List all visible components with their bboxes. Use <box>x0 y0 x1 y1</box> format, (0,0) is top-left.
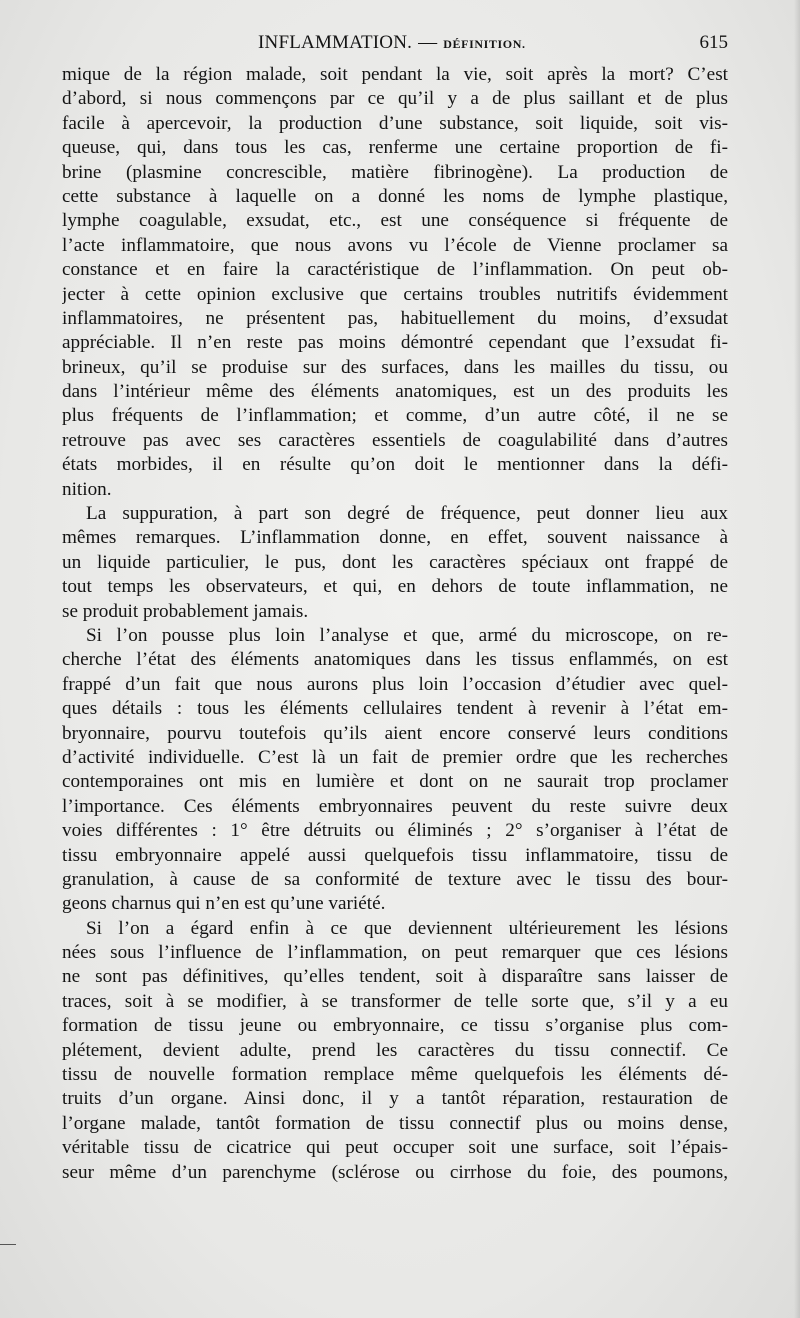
text-line: constance et en faire la caractéristique de l’inflammation. On peut ob- <box>62 259 728 281</box>
text-line: lymphe coagulable, exsudat, etc., est une conséquence si fréquente de <box>62 210 728 232</box>
text-line: Si l’on pousse plus loin l’analyse et que, armé du microscope, on re- <box>86 624 728 646</box>
text-line: d’abord, si nous commençons par ce qu’il y a de plus saillant et de plus <box>62 88 728 110</box>
text-line: retrouve pas avec ses caractères essentiels de coagulabilité dans d’autres <box>62 429 728 451</box>
text-line: brineux, qu’il se produise sur des surfaces, dans les mailles du tissu, ou <box>62 356 728 378</box>
text-line: queuse, qui, dans tous les cas, renferme une certaine proportion de fi- <box>62 137 728 159</box>
text-line: voies différentes : 1° être détruits ou éliminés ; 2° s’organiser à l’état de <box>62 820 728 842</box>
text-line: un liquide particulier, le pus, dont les caractères spéciaux ont frappé de <box>62 551 728 573</box>
header-subtitle: DÉFINITION. <box>443 37 526 51</box>
text-line: facile à apercevoir, la production d’une substance, soit liquide, soit vis- <box>62 112 728 134</box>
text-line: véritable tissu de cicatrice qui peut occuper soit une surface, soit l’épais- <box>62 1137 728 1159</box>
text-line: bryonnaire, pourvu toutefois qu’ils aient encore conservé leurs conditions <box>62 722 728 744</box>
text-line: contemporaines ont mis en lumière et dont on ne saurait trop proclamer <box>62 771 728 793</box>
text-line: tissu de nouvelle formation remplace même quelquefois les éléments dé- <box>62 1064 728 1086</box>
running-title <box>258 32 526 54</box>
text-line: mêmes remarques. L’inflammation donne, en effet, souvent naissance à <box>62 527 728 549</box>
paragraph <box>62 917 728 1185</box>
text-line: jecter à cette opinion exclusive que certains troubles nutritifs évidemment <box>62 283 728 305</box>
page-edge-shadow <box>794 0 800 1318</box>
text-line: états morbides, il en résulte qu’on doit le mentionner dans la défi- <box>62 454 728 476</box>
text-line: brine (plasmine concrescible, matière fibrinogène). La production de <box>62 161 728 183</box>
text-line: nées sous l’influence de l’inflammation, on peut remarquer que ces lésions <box>62 942 728 964</box>
body-text <box>62 63 728 1185</box>
text-line: dans l’intérieur même des éléments anatomiques, est un des produits les <box>62 381 728 403</box>
text-line: cherche l’état des éléments anatomiques dans les tissus enflammés, on est <box>62 649 728 671</box>
text-line: plétement, devient adulte, prend les caractères du tissu connectif. Ce <box>62 1039 728 1061</box>
text-line: l’acte inflammatoire, que nous avons vu l’école de Vienne proclamer sa <box>62 234 728 256</box>
text-line: appréciable. Il n’en reste pas moins démontré cependant que l’exsudat fi- <box>62 332 728 354</box>
header-title: INFLAMMATION. <box>258 32 413 53</box>
text-line: ques détails : tous les éléments cellulaires tendent à revenir à l’état em- <box>62 698 728 720</box>
text-line: traces, soit à se modifier, à se transformer de telle sorte que, s’il y a eu <box>62 990 728 1012</box>
text-line: tissu embryonnaire appelé aussi quelquefois tissu inflammatoire, tissu de <box>62 844 728 866</box>
text-line: Si l’on a égard enfin à ce que deviennent ultérieurement les lésions <box>86 917 728 939</box>
text-line: tout temps les observateurs, et qui, en dehors de toute inflammation, ne <box>62 576 728 598</box>
text-line: seur même d’un parenchyme (sclérose ou cirrhose du foie, des poumons, <box>62 1161 728 1183</box>
text-line: frappé d’un fait que nous aurons plus loin l’occasion d’étudier avec quel- <box>62 673 728 695</box>
text-line: cette substance à laquelle on a donné les noms de lymphe plastique, <box>62 185 728 207</box>
paragraph <box>62 624 728 917</box>
text-line: se produit probablement jamais. <box>62 600 309 622</box>
text-line: plus fréquents de l’inflammation; et comme, d’un autre côté, il ne se <box>62 405 728 427</box>
running-header <box>62 32 728 56</box>
header-separator: — <box>418 32 438 53</box>
text-line: ne sont pas définitives, qu’elles tendent, soit à disparaître sans laisser de <box>62 966 728 988</box>
page-number: 615 <box>699 32 728 53</box>
text-line: inflammatoires, ne présentent pas, habituellement du moins, d’exsudat <box>62 307 728 329</box>
paragraph <box>62 502 728 624</box>
text-line: formation de tissu jeune ou embryonnaire, ce tissu s’organise plus com- <box>62 1015 728 1037</box>
margin-rule-mark <box>0 1244 16 1245</box>
text-line: granulation, à cause de sa conformité de texture avec le tissu des bour- <box>62 868 728 890</box>
text-line: nition. <box>62 478 112 500</box>
text-line: l’importance. Ces éléments embryonnaires peuvent du reste suivre deux <box>62 795 728 817</box>
text-line: truits d’un organe. Ainsi donc, il y a tantôt réparation, restauration de <box>62 1088 728 1110</box>
text-line: mique de la région malade, soit pendant la vie, soit après la mort? C’est <box>62 64 728 85</box>
text-line: La suppuration, à part son degré de fréquence, peut donner lieu aux <box>86 503 728 525</box>
text-line: l’organe malade, tantôt formation de tissu connectif plus ou moins dense, <box>62 1112 728 1134</box>
text-line: d’activité individuelle. C’est là un fait de premier ordre que les recherches <box>62 746 728 768</box>
text-line: geons charnus qui n’en est qu’une variété. <box>62 893 386 915</box>
paragraph <box>62 63 728 502</box>
